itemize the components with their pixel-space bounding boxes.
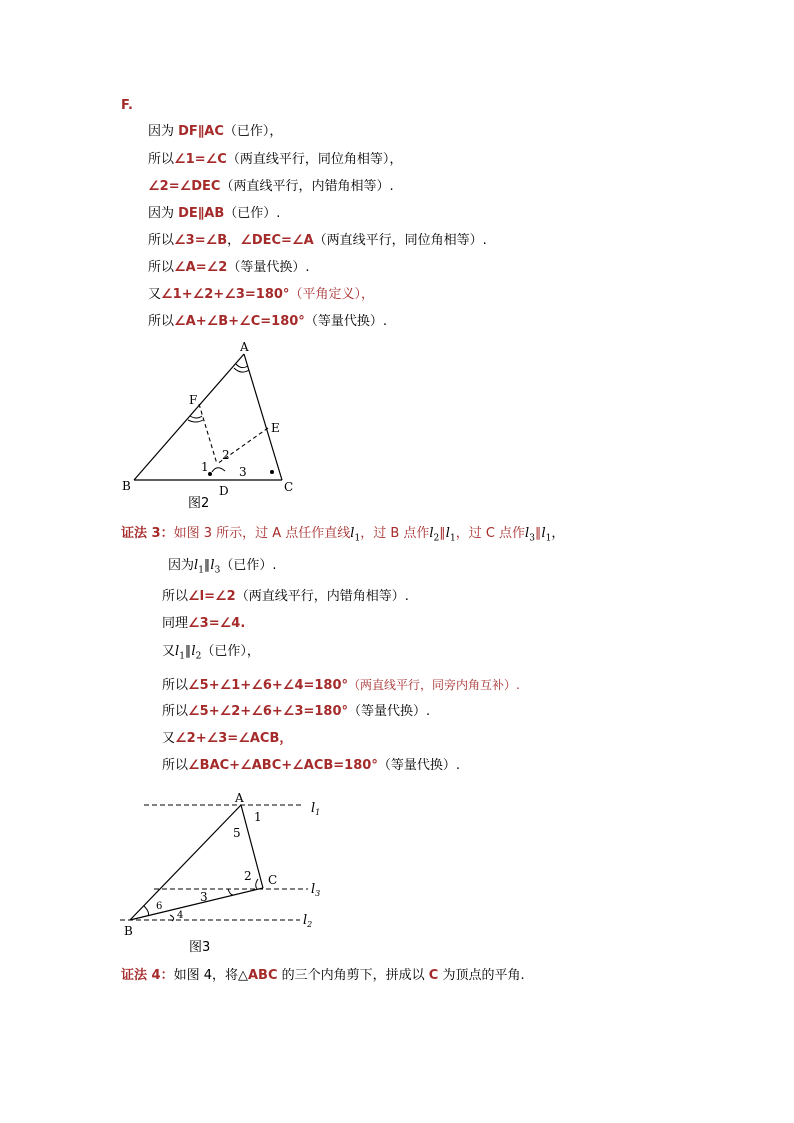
math: ∠1+∠2+∠3=180°: [161, 287, 290, 302]
var-letter: l: [311, 882, 316, 897]
label-3: 3: [239, 465, 247, 479]
text: （已作），: [201, 644, 260, 659]
text: 因为: [148, 206, 179, 221]
var-sub: 1: [198, 565, 204, 576]
math: DE∥AB: [178, 206, 225, 221]
var-letter: l: [210, 558, 215, 573]
math: ∠2=∠DEC: [148, 179, 221, 194]
edge-ac: [244, 354, 282, 480]
text: ∥: [203, 558, 211, 573]
text: 所以: [148, 152, 175, 167]
text: 如图 4，将△: [173, 968, 248, 983]
label-l2: [303, 913, 312, 929]
text: 又: [162, 644, 176, 659]
text: （两直线平行，同旁内角互补）.: [348, 678, 520, 692]
var-letter: l: [350, 526, 355, 541]
text: ，: [551, 526, 565, 541]
var-letter: l: [429, 526, 434, 541]
method4-label: 证法 4：: [121, 968, 174, 983]
text: 所以: [162, 758, 189, 773]
text: ∥: [534, 526, 542, 541]
text: 所以: [162, 589, 189, 604]
var-letter: l: [311, 801, 316, 816]
label-c: C: [284, 480, 294, 494]
text: 的三个内角剪下，拼成以: [277, 968, 429, 983]
edge-bc: [130, 888, 263, 920]
text: 所以: [148, 260, 175, 275]
proof-line-8: [148, 313, 387, 331]
var-sub: 3: [529, 533, 535, 544]
math: ABC: [247, 968, 278, 983]
text: ，: [227, 233, 241, 248]
math: ∠2+∠3=∠ACB: [175, 731, 280, 746]
var-l2: [191, 644, 202, 662]
var-l1: [541, 526, 552, 544]
method3-line-7: [162, 730, 292, 748]
math: ∠DEC=∠A: [240, 233, 314, 248]
math: DF∥AC: [178, 124, 224, 139]
math: ∠5+∠2+∠6+∠3=180°: [188, 704, 349, 719]
text: 所以: [148, 233, 175, 248]
method3-line-5: [162, 676, 520, 695]
angle-arc-6: [144, 906, 149, 916]
math: ∠1=∠C: [174, 152, 227, 167]
proof-line-4: [148, 205, 280, 223]
text: （等量代换）.: [377, 758, 460, 773]
text: 所以: [162, 704, 189, 719]
text: 又: [148, 287, 162, 302]
angle-arc-2: [256, 879, 258, 889]
label-b: B: [124, 924, 133, 938]
text: 所以: [162, 678, 189, 693]
var-letter: l: [541, 526, 546, 541]
label-l1: [311, 801, 320, 817]
var-letter: l: [303, 913, 308, 928]
text: 如图 3 所示，过 A 点任作直线: [173, 526, 351, 541]
text: （两直线平行，内错角相等）.: [235, 589, 409, 604]
label-4: 4: [177, 910, 184, 921]
angle-arc-a-2: [234, 368, 249, 372]
math: ∠3=∠4: [188, 616, 241, 631]
var-sub: 3: [214, 565, 221, 576]
angle-arc-3: [228, 889, 233, 895]
angle-arc-d: [212, 468, 225, 472]
text: .: [240, 616, 246, 631]
text: （已作），: [223, 124, 283, 139]
figure-3: [110, 785, 340, 960]
var-sub: 1: [545, 533, 552, 544]
text: （两直线平行，同位角相等）.: [313, 233, 487, 248]
segment-df: [199, 404, 217, 464]
var-l3: [210, 558, 221, 576]
text: （两直线平行，内错角相等）.: [220, 179, 394, 194]
text: （平角定义），: [289, 287, 374, 302]
label-f: F: [189, 393, 198, 407]
var-l3: [525, 526, 535, 544]
var-l1: [445, 526, 456, 544]
var-l1: [175, 644, 185, 662]
label-d: D: [219, 484, 229, 498]
label-2: 2: [222, 448, 230, 462]
text: （等量代换）.: [348, 704, 431, 719]
text: （等量代换）.: [227, 260, 310, 275]
proof-line-3: [148, 178, 394, 196]
figure-2-caption: 图2: [188, 496, 210, 511]
text: 因为: [168, 558, 195, 573]
var-sub: 1: [449, 533, 456, 544]
angle-arc-a: [236, 364, 248, 368]
text: ，: [279, 731, 293, 746]
var-letter: l: [525, 526, 530, 541]
var-l1: [194, 558, 204, 576]
var-sub: 2: [433, 533, 440, 544]
var-sub: 2: [195, 651, 202, 662]
var-letter: l: [191, 644, 196, 659]
figure-2: [110, 338, 320, 518]
var-sub: 2: [307, 920, 313, 929]
proof-line-6: [148, 259, 309, 277]
label-l3: [311, 882, 320, 898]
proof-line-5: [148, 232, 487, 250]
text: ∥: [184, 644, 192, 659]
var-l2: [429, 526, 440, 544]
edge-ab: [130, 805, 241, 920]
method3-line-3: [162, 615, 245, 633]
math: C: [428, 968, 439, 983]
text: （等量代换）.: [304, 314, 387, 329]
angle-arc-f-2: [188, 420, 203, 422]
label-6: 6: [156, 901, 163, 912]
method3-label: 证法 3：: [121, 526, 174, 541]
label-a: A: [240, 340, 249, 354]
label-1: 1: [201, 460, 209, 474]
text: （两直线平行，同位角相等），: [226, 152, 403, 167]
label-2: 2: [244, 869, 252, 883]
text: （已作）.: [224, 206, 281, 221]
math: ∠BAC+∠ABC+∠ACB=180°: [188, 758, 378, 773]
math: ∠3=∠B: [174, 233, 228, 248]
text: 同理: [162, 616, 189, 631]
angle-arc-f: [190, 416, 202, 418]
math: ∠l=∠2: [188, 589, 236, 604]
text: 因为: [148, 124, 179, 139]
label-c: C: [268, 873, 278, 887]
proof-line-1: [148, 123, 282, 141]
var-letter: l: [175, 644, 180, 659]
label-5: 5: [233, 826, 241, 840]
proof-line-7: [148, 286, 374, 304]
var-sub: 1: [179, 651, 185, 662]
figure-3-caption: 图3: [189, 940, 211, 955]
math: ∠5+∠1+∠6+∠4=180°: [188, 678, 349, 693]
label-b: B: [122, 479, 131, 493]
var-letter: l: [194, 558, 199, 573]
part-f-label: F.: [121, 98, 133, 113]
method3-line-4: [162, 643, 260, 666]
var-sub: 1: [354, 533, 361, 544]
label-1: 1: [254, 810, 262, 824]
method3-line-1: [168, 557, 276, 580]
label-3: 3: [200, 890, 208, 904]
text: 所以: [148, 314, 175, 329]
var-sub: 1: [315, 808, 321, 817]
label-e: E: [271, 421, 280, 435]
text: ，过 C 点作: [455, 526, 526, 541]
text: ∥: [439, 526, 446, 541]
method3-line-8: [162, 757, 460, 775]
text: 又: [162, 731, 176, 746]
math: ∠A+∠B+∠C=180°: [174, 314, 305, 329]
text: （已作）.: [220, 558, 277, 573]
dot-c: [270, 470, 274, 474]
method3-intro: [121, 525, 564, 548]
method3-line-6: [162, 703, 430, 721]
math: ∠A=∠2: [174, 260, 228, 275]
var-letter: l: [445, 526, 450, 541]
text: 为顶点的平角.: [438, 968, 525, 983]
proof-line-2: [148, 151, 402, 169]
method4-line: [121, 967, 525, 985]
var-sub: 3: [315, 889, 321, 898]
text: ，过 B 点作: [360, 526, 430, 541]
method3-line-2: [162, 588, 409, 606]
label-a: A: [235, 791, 244, 805]
var-l1: [350, 526, 361, 544]
